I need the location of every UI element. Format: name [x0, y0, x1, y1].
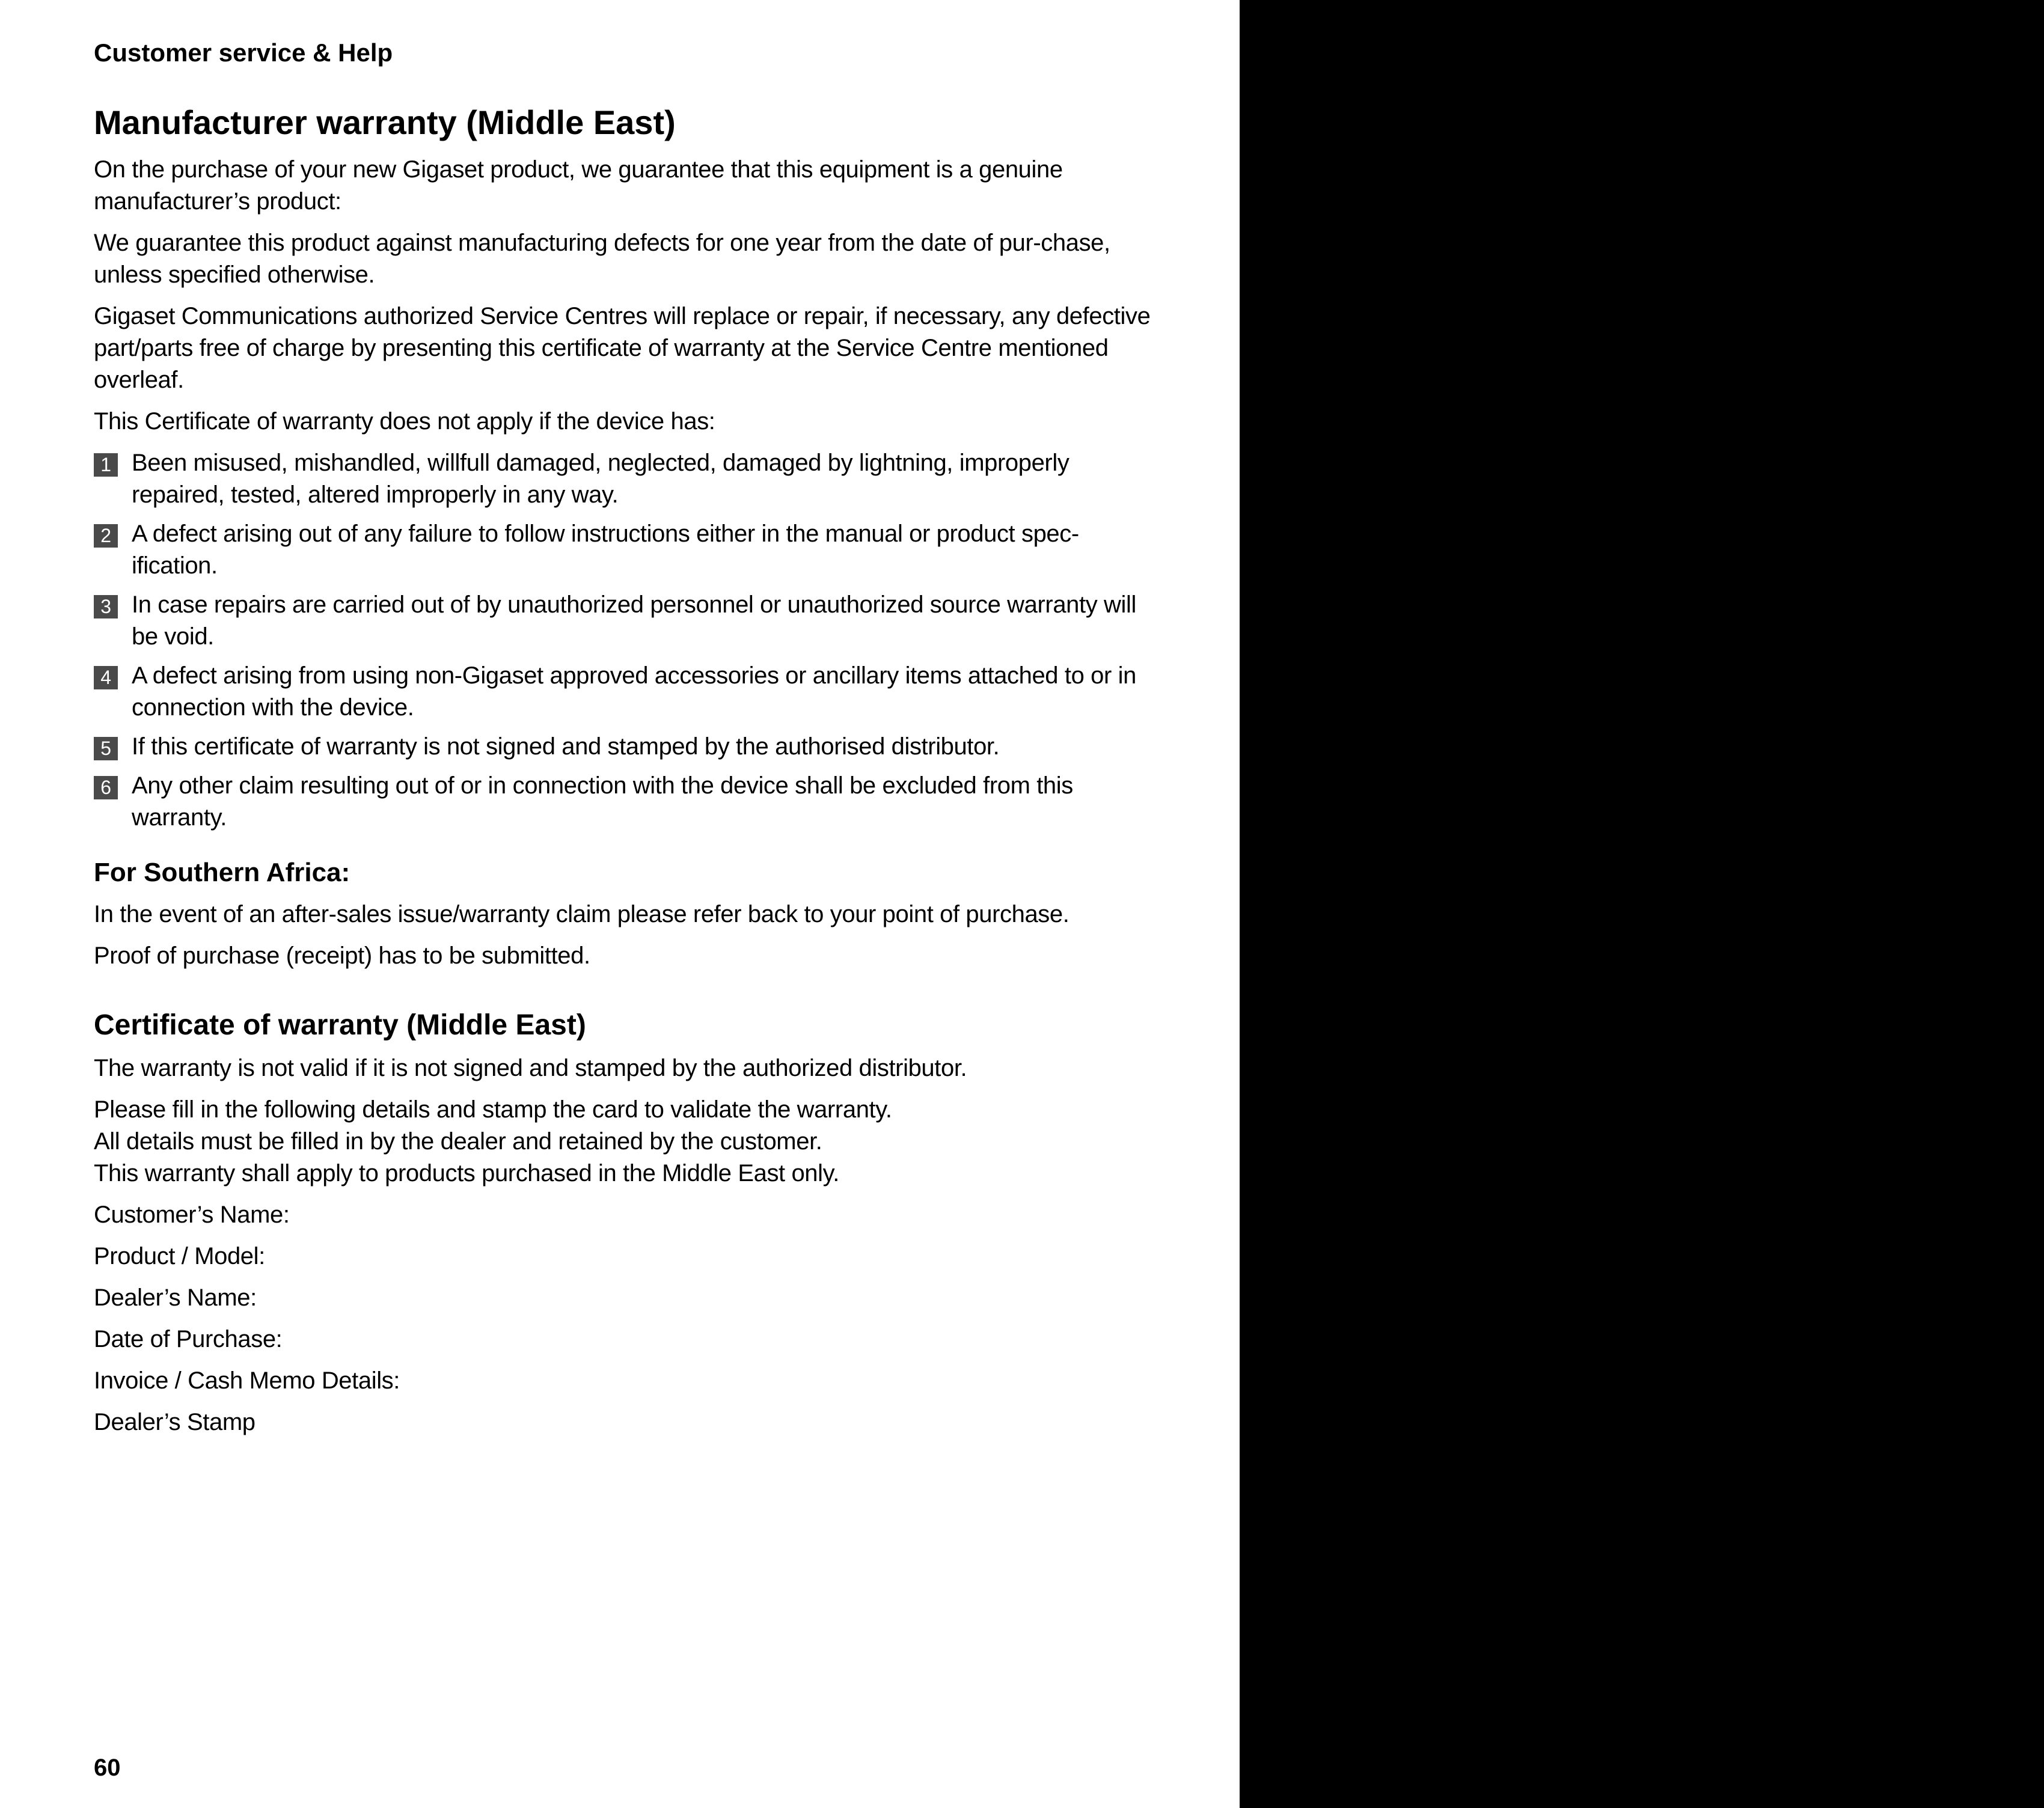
- warranty-paragraph: We guarantee this product against manufacturing defects for one year from the date of pur-chase, unless specified otherwise.: [94, 230, 1110, 288]
- step-number-badge: 4: [94, 666, 118, 689]
- exclusion-item: [94, 447, 1158, 511]
- warranty-title: Manufacturer warranty (Middle East): [94, 103, 676, 141]
- certificate-instructions: [94, 1094, 1158, 1190]
- instruction-line: This warranty shall apply to products purchased in the Middle East only.: [94, 1160, 839, 1186]
- instruction-line: Please fill in the following details and stamp the card to validate the warranty.: [94, 1096, 892, 1123]
- southern-africa-paragraph: In the event of an after-sales issue/warranty claim please refer back to your point of purchase.: [94, 901, 1069, 927]
- running-head: Customer service & Help: [94, 38, 393, 67]
- southern-africa-paragraph: Proof of purchase (receipt) has to be submitted.: [94, 942, 590, 969]
- exclusion-text: In case repairs are carried out of by unauthorized personnel or unauthorized source warranty will be void.: [132, 591, 1137, 650]
- exclusion-text: A defect arising out of any failure to follow instructions either in the manual or product spec-ification.: [132, 521, 1079, 579]
- southern-africa-title: For Southern Africa:: [94, 858, 350, 887]
- exclusion-item: [94, 589, 1158, 653]
- warranty-paragraph: This Certificate of warranty does not apply if the device has:: [94, 408, 715, 435]
- exclusion-item: [94, 770, 1158, 834]
- certificate-title: Certificate of warranty (Middle East): [94, 1009, 586, 1041]
- instruction-line: All details must be filled in by the dealer and retained by the customer.: [94, 1128, 822, 1155]
- exclusion-item: [94, 660, 1158, 724]
- exclusion-text: A defect arising from using non-Gigaset approved accessories or ancillary items attached to or in connection with the device.: [132, 662, 1136, 721]
- form-field-label: Invoice / Cash Memo Details:: [94, 1367, 400, 1394]
- step-number-badge: 6: [94, 776, 118, 799]
- form-field-label: Dealer’s Stamp: [94, 1409, 256, 1435]
- step-number-badge: 1: [94, 453, 118, 477]
- spacer: [94, 841, 1158, 854]
- page-content: [94, 35, 1158, 1448]
- form-field-label: Dealer’s Name:: [94, 1284, 257, 1311]
- form-field-label: Date of Purchase:: [94, 1326, 283, 1352]
- spacer: [94, 982, 1158, 1006]
- exclusion-item: [94, 731, 1158, 763]
- exclusion-text: If this certificate of warranty is not signed and stamped by the authorised distributor.: [132, 733, 1000, 760]
- form-field-label: Product / Model:: [94, 1243, 265, 1269]
- step-number-badge: 3: [94, 595, 118, 618]
- warranty-paragraph: Gigaset Communications authorized Service Centres will replace or repair, if necessary, any defective part/parts free of charge by presenting this certificate of warranty at the Service Centre mentioned overleaf.: [94, 303, 1151, 393]
- step-number-badge: 2: [94, 524, 118, 548]
- exclusion-text: Been misused, mishandled, willfull damaged, neglected, damaged by lightning, improperly repaired, tested, altered improperly in any way.: [132, 450, 1069, 508]
- exclusion-item: [94, 518, 1158, 582]
- certificate-intro: The warranty is not valid if it is not signed and stamped by the authorized distributor.: [94, 1055, 967, 1081]
- form-field-label: Customer’s Name:: [94, 1202, 290, 1228]
- exclusion-list: [94, 447, 1158, 834]
- step-number-badge: 5: [94, 737, 118, 760]
- exclusion-text: Any other claim resulting out of or in connection with the device shall be excluded from this warranty.: [132, 772, 1073, 831]
- page-number: 60: [94, 1755, 121, 1781]
- warranty-paragraph: On the purchase of your new Gigaset product, we guarantee that this equipment is a genuine manufacturer’s product:: [94, 156, 1063, 215]
